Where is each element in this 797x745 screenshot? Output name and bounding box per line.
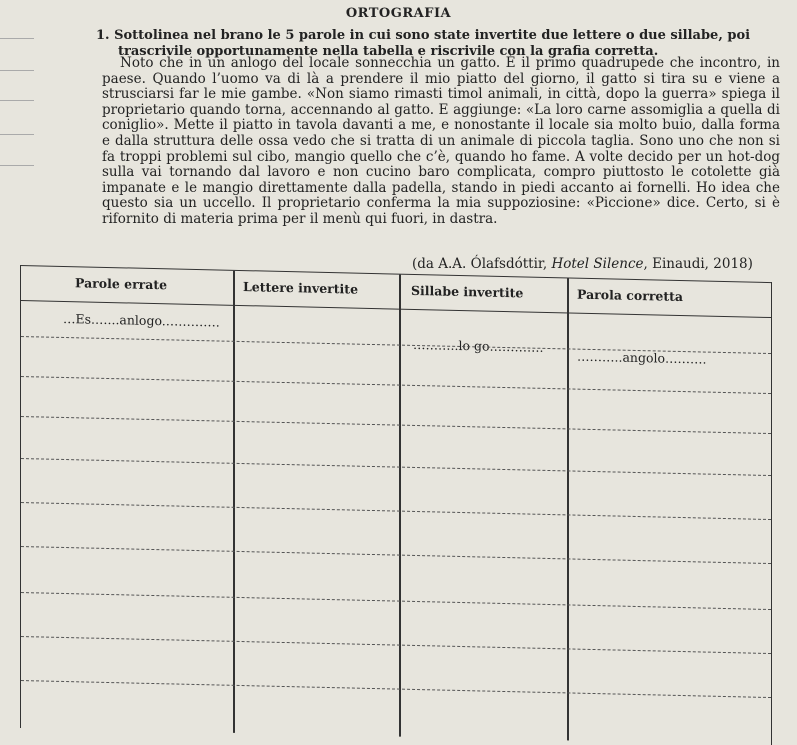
passage-text: Noto che in un anlogo del locale sonnecchia un gatto. È il primo quadrupede che incontro, in paese. Quando l’uomo va di là a prendere il mio piatto del giorno, il gatto si tira su e viene a strusciarsi far le mie gambe. «Non siamo rimasti timol animali, in città, dopo la guerra» spiega il proprietario quando torna, accennando al gatto. E aggiunge: «La loro carne assomiglia a quella di coniglio». Mette il piatto in tavola davanti a me, e nonostante il locale sia molto buio, dalla forma e dalla struttura delle ossa vedo che si tratta di un animale di piccola taglia. Sono uno che non si fa troppi problemi sul cibo, mangio quello che c’è, quando ho fame. A volte decido per un hot-dog sulla vai tornando dal lavoro e non cucino baro complicata, compro piuttosto le cotolette già impanate e le mangio direttamente dalla padella, stando in piedi accanto ai fornelli. Ho idea che questo sia un uccello. Il proprietario conferma la mia suppoziosine: «Piccione» dice. Certo, si è rifornito di materia prima per il menù qui fuori, in dastra. xyxy=(102,55,780,227)
margin-line xyxy=(0,165,34,166)
header-parole-errate: Parole errate xyxy=(75,275,168,293)
answer-line[interactable] xyxy=(21,376,771,395)
reading-passage xyxy=(102,56,780,228)
margin-line xyxy=(0,38,34,39)
exercise-instruction-line-1: 1. Sottolinea nel brano le 5 parole in cui sono state invertite due lettere o due sillabe, poi xyxy=(96,28,751,43)
margin-line xyxy=(0,134,34,135)
answer-line[interactable] xyxy=(21,502,771,521)
example-correct-word[interactable]: ………..angolo………. xyxy=(577,348,707,367)
answer-line[interactable] xyxy=(21,592,771,611)
example-wrong-word[interactable]: …Es.…...anlogo.…………. xyxy=(63,310,220,330)
answer-line[interactable] xyxy=(21,458,771,477)
table-header-row xyxy=(21,266,771,318)
answer-line[interactable] xyxy=(21,636,771,655)
margin-line xyxy=(0,100,34,101)
answer-line[interactable] xyxy=(21,416,771,435)
answer-table xyxy=(20,265,772,745)
answer-line[interactable] xyxy=(21,546,771,565)
answer-line[interactable] xyxy=(21,680,771,699)
answer-line[interactable] xyxy=(21,336,771,355)
header-sillabe-invertite: Sillabe invertite xyxy=(411,282,524,301)
exercise-instruction-line-2: trascrivile opportunamente nella tabella e riscrivile con la grafia corretta. xyxy=(118,44,659,59)
header-parola-corretta: Parola corretta xyxy=(577,286,684,305)
header-lettere-invertite: Lettere invertite xyxy=(243,279,359,297)
example-inverted-syllables[interactable]: ………..lo go…………. xyxy=(413,336,544,355)
source-citation: (da A.A. Ólafsdóttir, Hotel Silence, Einaudi, 2018) xyxy=(412,256,753,272)
margin-line xyxy=(0,70,34,71)
page-title: ORTOGRAFIA xyxy=(345,6,452,21)
